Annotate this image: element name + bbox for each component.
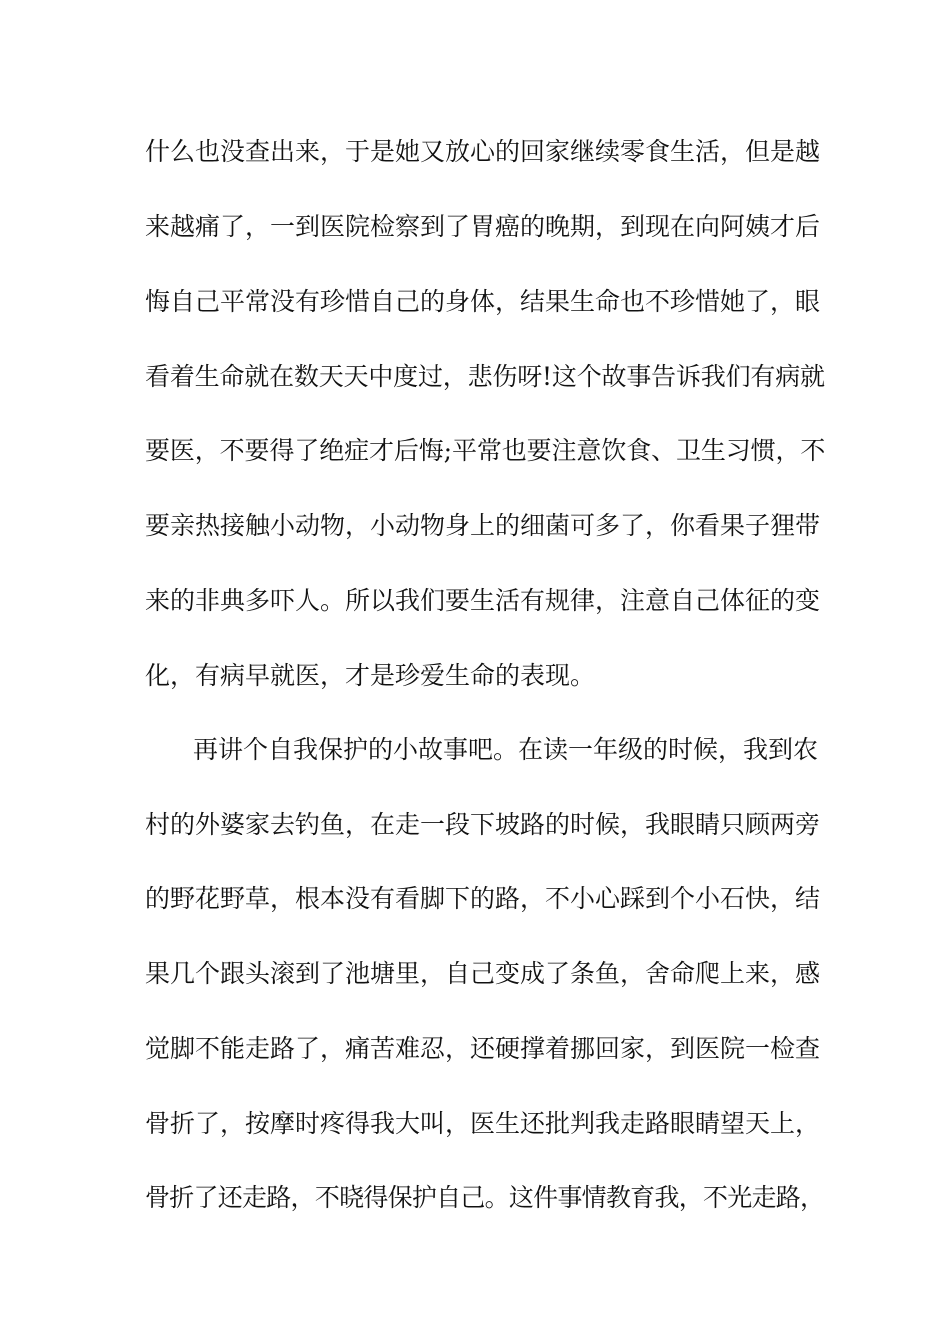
text-line: 果几个跟头滚到了池塘里，自己变成了条鱼，舍命爬上来，感	[145, 959, 821, 988]
text-line: 看着生命就在数天天中度过，悲伤呀!这个故事告诉我们有病就	[145, 362, 825, 391]
text-line: 来越痛了，一到医院检察到了胃癌的晚期，到现在向阿姨才后	[145, 212, 821, 241]
text-line: 悔自己平常没有珍惜自己的身体，结果生命也不珍惜她了，眼	[145, 287, 821, 316]
paragraph-first-line: 再讲个自我保护的小故事吧。在读一年级的时候，我到农	[193, 735, 819, 764]
text-line: 的野花野草，根本没有看脚下的路，不小心踩到个小石快，结	[145, 884, 821, 913]
text-line: 要亲热接触小动物，小动物身上的细菌可多了，你看果子狸带	[145, 511, 821, 540]
text-line: 来的非典多吓人。所以我们要生活有规律，注意自己体征的变	[145, 586, 821, 615]
text-line: 要医，不要得了绝症才后悔;平常也要注意饮食、卫生习惯，不	[145, 436, 826, 465]
text-line: 村的外婆家去钓鱼，在走一段下坡路的时候，我眼睛只顾两旁	[145, 810, 821, 839]
text-line: 什么也没查出来，于是她又放心的回家继续零食生活，但是越	[145, 137, 821, 166]
text-line: 骨折了还走路，不晓得保护自己。这件事情教育我，不光走路，	[145, 1183, 825, 1212]
text-line: 化，有病早就医，才是珍爱生命的表现。	[145, 661, 596, 690]
text-line: 觉脚不能走路了，痛苦难忍，还硬撑着挪回家，到医院一检查	[145, 1034, 821, 1063]
text-line: 骨折了，按摩时疼得我大叫，医生还批判我走路眼睛望天上，	[145, 1109, 821, 1138]
